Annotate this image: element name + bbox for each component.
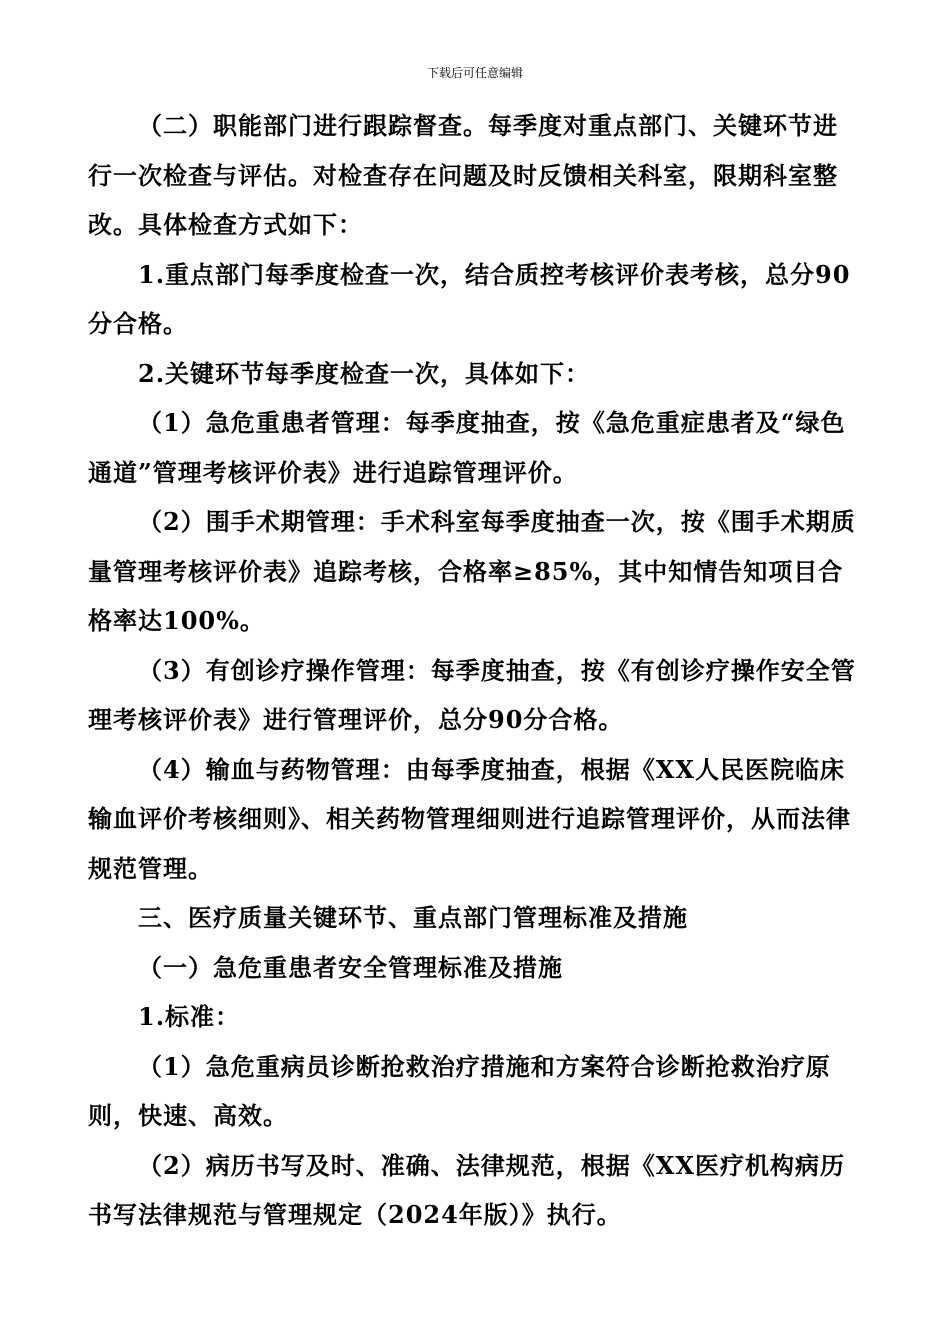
document-body bbox=[88, 101, 860, 1240]
header-note: 下载后可任意编辑 bbox=[426, 66, 523, 80]
paragraph: （2）病历书写及时、准确、法律规范，根据《XX医疗机构病历书写法律规范与管理规定（2024年版）》执行。 bbox=[88, 1150, 845, 1229]
paragraph: 1.标准： bbox=[138, 1002, 241, 1031]
paragraph: 1.重点部门每季度检查一次，结合质控考核评价表考核，总分90分合格。 bbox=[88, 259, 851, 338]
paragraph: 2.关键环节每季度检查一次，具体如下： bbox=[138, 358, 591, 388]
paragraph: （二）职能部门进行跟踪督查。每季度对重点部门、关键环节进行一次检查与评估。对检查存在问题及时反馈相关科室，限期科室整改。具体检查方式如下： bbox=[88, 111, 838, 239]
subsection-heading: （一）急危重患者安全管理标准及措施 bbox=[138, 952, 563, 982]
paragraph: （1）急危重患者管理：每季度抽查，按《急危重症患者及“绿色通道”管理考核评价表》进行追踪管理评价。 bbox=[88, 408, 846, 487]
paragraph: （4）输血与药物管理：由每季度抽查，根据《XX人民医院临床输血评价考核细则》、相关药物管理细则进行追踪管理评价，从而法律规范管理。 bbox=[88, 754, 851, 883]
section-heading: 三、医疗质量关键环节、重点部门管理标准及措施 bbox=[138, 903, 688, 932]
paragraph: （3）有创诊疗操作管理：每季度抽查，按《有创诊疗操作安全管理考核评价表》进行管理评价，总分90分合格。 bbox=[88, 655, 856, 734]
paragraph: （1）急危重病员诊断抢救治疗措施和方案符合诊断抢救治疗原则，快速、高效。 bbox=[88, 1051, 831, 1130]
paragraph: （2）围手术期管理：手术科室每季度抽查一次，按《围手术期质量管理考核评价表》追踪考核，合格率≥85%，其中知情告知项目合格率达100%。 bbox=[88, 507, 856, 635]
